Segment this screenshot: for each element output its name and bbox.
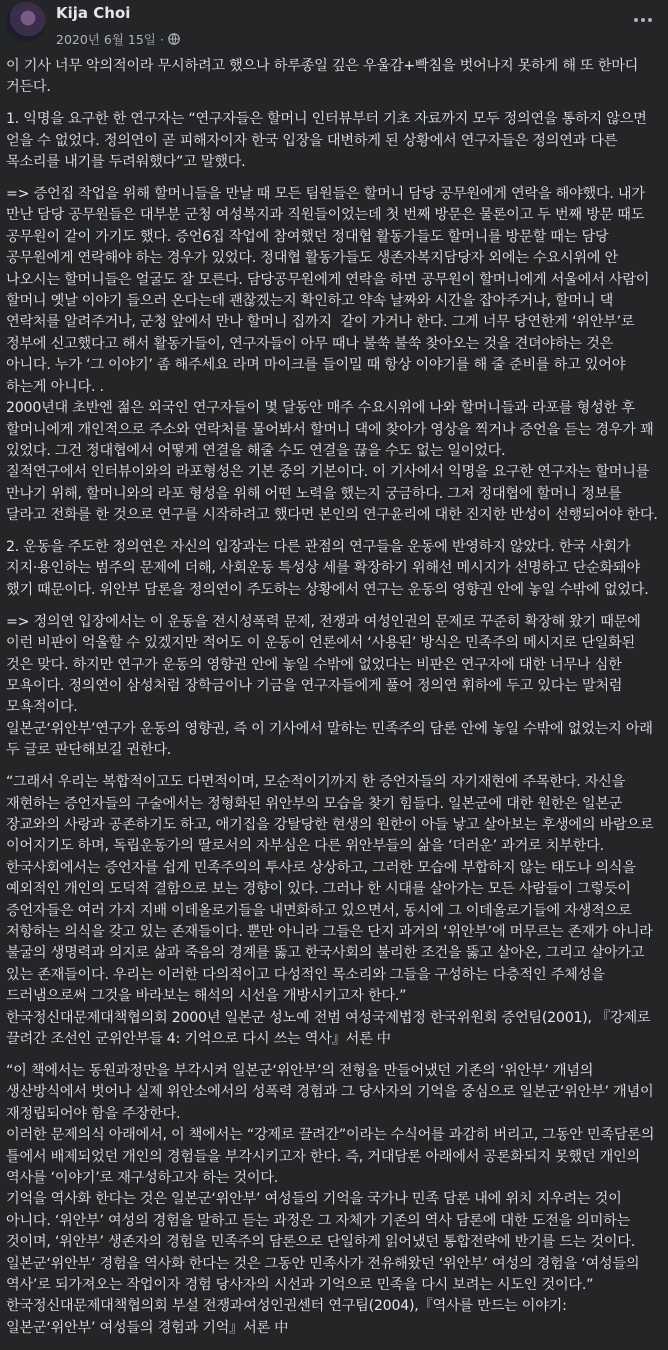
post-header (0, 0, 668, 52)
avatar[interactable] (6, 2, 46, 42)
paragraph-7: “이 책에서는 동원과정만을 부각시켜 일본군‘위안부’의 전형을 만들어냈던 기존의 ‘위안부’ 개념의 생산방식에서 벗어나 실제 위안소에서의 성폭력 경험과 그 당사자의 기억을 중심으로 일본군‘위안부’ 개념이 재정립되어야 함을 주장한다. 이러한 문제의식 아래에서, 이 책에서는 “강제로 끌려간”이라는 수식어를 과감히 버리고, 그동안 민족담론의 틀에서 배제되었던 개인의 경험들을 부각시키고자 한다. 즉, 거대담론 아래에서 공론화되지 못했던 개인의 역사를 ‘이야기’로 재구성하고자 하는 것이다. 기억을 역사화 한다는 것은 일본군‘위안부’ 여성들의 기억을 국가나 민족 담론 내에 위치 지우려는 것이 아니다. ‘위안부’ 여성의 경험을 말하고 듣는 과정은 그 자체가 기존의 역사 담론에 대한 도전을 의미하는 것이며, ‘위안부’ 생존자의 경험을 민족주의 담론으로 단일하게 읽어냈던 통합전략에 반기를 드는 것이다. 일본군‘위안부’ 경험을 역사화 한다는 것은 그동안 민족사가 전유해왔던 ‘위안부’ 여성의 경험을 ‘여성들의 역사’로 되가져오는 작업이자 경험 당사자의 시선과 기억으로 민족을 다시 보려는 시도인 것이다.” 한국정신대문제대책협의회 부설 전쟁과여성인권센터 연구팀(2004),『역사를 만드는 이야기: 일본군‘위안부’ 여성들의 경험과 기억』서론 中 (6, 1062, 655, 1336)
meta-separator: · (159, 31, 164, 47)
globe-icon[interactable] (168, 33, 180, 45)
more-options-icon[interactable] (628, 8, 658, 32)
paragraph-2: 1. 익명을 요구한 한 연구자는 “연구자들은 할머니 인터뷰부터 기초 자료까지 모두 정의연을 통하지 않으면 얻을 수 없었다. 정의연이 곧 피해자이자 한국 입장을 대변하게 된 상황에서 연구자들은 정의연과 다른 목소리를 내기를 두려워했다”고 말했다. (6, 111, 651, 171)
author-name[interactable]: Kija Choi (56, 4, 131, 22)
paragraph-1: 이 기사 너무 악의적이라 무시하려고 했으나 하루종일 깊은 우울감+빡침을 벗어나지 못하게 해 또 한마디 거든다. (6, 58, 643, 96)
post-body (6, 56, 658, 1350)
paragraph-4: 2. 운동을 주도한 정의연은 자신의 입장과는 다른 관점의 연구들을 운동에 반영하지 않았다. 한국 사회가 지지·용인하는 범주의 문제에 더해, 사회운동 특성상 세를 확장하기 위해선 메시지가 선명하고 단순화돼야 했기 때문이다. 위안부 담론을 정의연이 주도하는 상황에서 연구는 운동의 영향권 안에 놓일 수밖에 없었다. (6, 539, 649, 598)
post-date[interactable]: 2020년 6월 15일 (56, 32, 156, 47)
paragraph-6: “그래서 우리는 복합적이고도 다면적이며, 모순적이기까지 한 증언자들의 자기재현에 주목한다. 자신을 재현하는 증언자들의 구술에서는 정형화된 위안부의 모습을 찾기 힘들다. 일본군에 대한 원한은 일본군 장교와의 사랑과 공존하기도 하고, 애기집을 강탈당한 현생의 원한이 아들 낳고 살아보는 후생에의 바람으로 이어지기도 하며, 독립운동가의 딸로서의 자부심은 다른 위안부들의 삶을 ‘더러운’ 과거로 치부한다. 한국사회에서는 증언자를 쉽게 민족주의의 투사로 상상하고, 그러한 모습에 부합하지 않는 태도나 의식을 예외적인 개인의 도덕적 결함으로 보는 경향이 있다. 그러나 한 시대를 살아가는 모든 사람들이 그렇듯이 증언자들은 여러 가지 지배 이데올로기들을 내면화하고 있으면서, 동시에 그 이데올로기들에 자생적으로 저항하는 의식을 갖고 있는 존재들이다. 뿐만 아니라 그들은 단지 과거의 ‘위안부’에 머무르는 존재가 아니라 불굴의 생명력과 의지로 삶과 죽음의 경계를 뚫고 한국사회의 불리한 조건을 뚫고 살아온, 그리고 살아가고 있는 존재들이다. 우리는 이러한 다의적이고 다성적인 목소리와 그들을 구성하는 다층적인 주체성을 드러냄으로써 그것을 바라보는 해석의 시선을 개방시키고자 한다.” 한국정신대문제대책협의회 2000년 일본군 성노예 전범 여성국제법정 한국위원회 증언팀(2001), 『강제로 끌려간 조선인 군위안부들 4: 기억으로 다시 쓰는 역사』서론 中 (6, 774, 654, 1047)
post-meta (56, 30, 180, 48)
paragraph-5: => 정의연 입장에서는 이 운동을 전시성폭력 문제, 전쟁과 여성인권의 문제로 꾸준히 확장해 왔기 때문에 이런 비판이 억울할 수 있겠지만 적어도 이 운동이 언론에서 ‘사용된’ 방식은 민족주의 메시지로 단일화된 것은 맞다. 하지만 연구가 운동의 영향권 안에 놓일 수밖에 없었다는 비판은 연구자에 대한 너무나 심한 모욕이다. 정의연이 삼성처럼 장학금이나 기금을 연구자들에게 풀어 정의연 휘하에 두고 있다는 말처럼 모욕적이다. 일본군‘위안부’연구가 운동의 영향권, 즉 이 기사에서 말하는 민족주의 담론 안에 놓일 수밖에 없었는지 아래 두 글로 판단해보길 권한다. (6, 613, 653, 759)
paragraph-3: => 증언집 작업을 위해 할머니들을 만날 때 모든 팀원들은 할머니 담당 공무원에게 연락을 해야했다. 내가 만난 담당 공무원들은 대부분 군청 여성복지과 직원들이었는데 첫 번째 방문은 물론이고 두 번째 방문 때도 공무원이 같이 가기도 했다. 증언6집 작업에 참여했던 정대협 활동가들도 할머니를 방문할 때는 담당 공무원에게 연락해야 하는 경우가 있었다. 정대협 활동가들도 생존자복지담당자 외에는 수요시위에 안 나오시는 할머니들은 얼굴도 잘 모른다. 담당공무원에게 연락을 하면 공무원이 할머니에게 서울에서 사람이 할머니 옛날 이야기 들으러 온다는데 괜찮겠는지 확인하고 약속 날짜와 시간을 잡아주거나, 할머니 댁 연락처를 알려주거나, 군청 앞에서 만나 할머니 집까지 같이 가거나 한다. 그게 너무 당연한게 ‘위안부’로 정부에 신고했다고 해서 활동가들이, 연구자들이 아무 때나 불쑥 불쑥 찾아오는 것을 견뎌야하는 것은 아니다. 누가 ‘그 이야기’ 좀 해주세요 라며 마이크를 들이밀 때 항상 이야기를 해 줄 준비를 하고 있어야 하는게 아니다. . 2000년대 초반엔 젊은 외국인 연구자들이 몇 달동안 매주 수요시위에 나와 할머니들과 라포를 형성한 후 할머니에게 개인적으로 주소와 연락처를 물어봐서 할머니 댁에 찾아가 영상을 찍거나 증언을 듣는 경우가 꽤 있었다. 그건 정대협에서 어떻게 연결을 해줄 수도 연결을 끊을 수도 없는 일이었다. 질적연구에서 인터뷰이와의 라포형성은 기본 중의 기본이다. 이 기사에서 익명을 요구한 연구자는 할머니를 만나기 위해, 할머니와의 라포 형성을 위해 어떤 노력을 했는지 궁금하다. 그저 정대협에 할머니 정보를 달라고 전화를 한 것으로 연구를 시작하려고 했다면 본인의 연구윤리에 대한 진지한 반성이 선행되어야 한다. (6, 186, 658, 524)
